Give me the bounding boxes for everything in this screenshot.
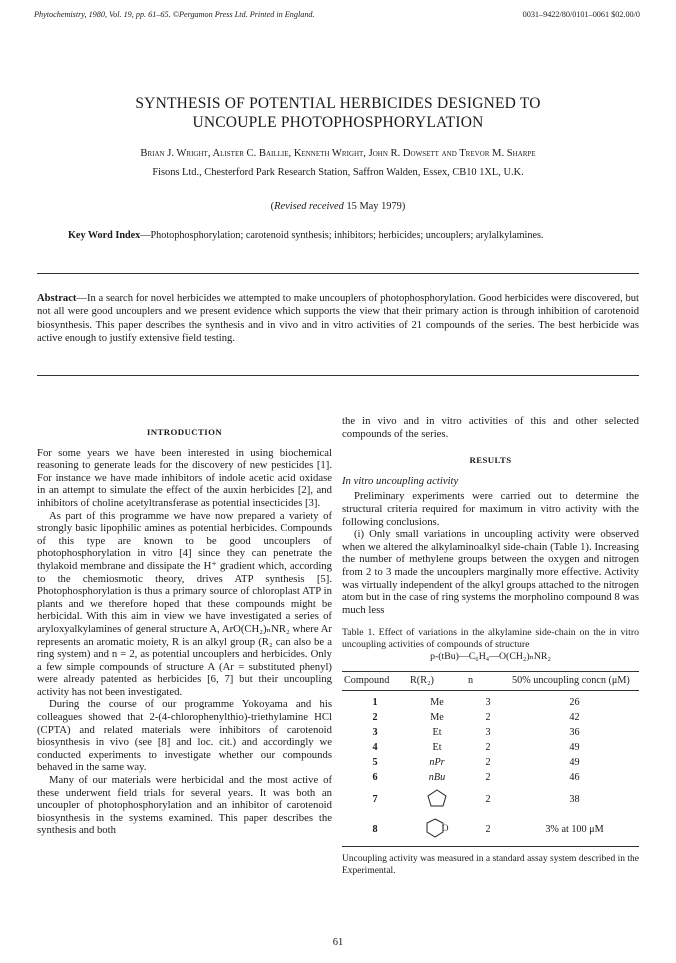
cell-r: nBu bbox=[428, 771, 446, 783]
intro-paragraph-1: For some years we have been interested in using biochemical reasoning to generate leads for the discovery of new pesticides [1]. For instance we have made inhibitors of indole acetic acid oxidase in an attempt to simulate the effect of the auxin herbicides [2], and inhibitors of choline acetyltransferase as potential insecticides [3]. bbox=[37, 446, 332, 509]
cell-compound: 7 bbox=[372, 794, 378, 806]
ring-oxygen-label: O bbox=[442, 823, 449, 834]
page-number: 61 bbox=[332, 937, 344, 948]
table-row bbox=[342, 785, 639, 815]
col-header-r: R(R₂) bbox=[410, 675, 434, 687]
col-header-n: n bbox=[468, 675, 474, 687]
divider-top bbox=[37, 273, 639, 274]
cell-n: 2 bbox=[485, 794, 491, 806]
table-caption-text: Table 1. Effect of variations in the alkylamine side-chain on the in vitro uncoupling activities of compounds of structure bbox=[342, 627, 639, 651]
cell-n: 2 bbox=[485, 771, 491, 783]
cell-compound: 5 bbox=[372, 756, 378, 768]
abstract-label: Abstract bbox=[37, 293, 77, 304]
affiliation: Fisons Ltd., Chesterford Park Research Station, Saffron Walden, Essex, CB10 1XL, U.K. bbox=[152, 167, 524, 178]
table-body bbox=[342, 691, 639, 847]
cell-compound: 4 bbox=[372, 741, 378, 753]
journal-header bbox=[34, 10, 640, 26]
article-code: 0031–9422/80/0101–0061 $02.00/0 bbox=[522, 10, 640, 19]
cell-compound: 2 bbox=[372, 711, 378, 723]
intro-paragraph-3: During the course of our programme Yokoyama and his colleagues showed that 2-(4-chlorophenylthio)-triethylamine HCl (CPTA) and related materials were inhibitors of carotenoid biosynthesis in vivo (see [8] and loc. cit.) and accordingly we conducted experiments to investigate whether our compounds behaved in the same way. bbox=[37, 698, 332, 774]
keywords-label: Key Word Index bbox=[68, 230, 141, 241]
cell-concn: 38 bbox=[569, 794, 580, 806]
table-row bbox=[342, 725, 639, 740]
cell-r bbox=[408, 785, 466, 815]
col-header-compound: Compound bbox=[344, 675, 390, 687]
cell-r: Me bbox=[430, 711, 444, 723]
col-header-concn: 50% uncoupling concn (μM) bbox=[512, 675, 630, 687]
table-row bbox=[342, 755, 639, 770]
intro-paragraph-4: Many of our materials were herbicidal and the most active of these underwent field trials for several years. It was both an uncoupler of photophosphorylation and an inhibitor of carotenoid biosynthesis in the systems examined. This paper describes the synthesis and both bbox=[37, 774, 332, 837]
cell-compound: 8 bbox=[372, 824, 378, 836]
table-row bbox=[342, 770, 639, 785]
revision-date: (Revised received 15 May 1979) bbox=[270, 201, 406, 212]
cell-r: Et bbox=[432, 741, 442, 753]
cell-concn: 3% at 100 μM bbox=[545, 824, 604, 836]
introduction-heading: INTRODUCTION bbox=[146, 427, 223, 437]
results-subheading: In vitro uncoupling activity bbox=[342, 474, 459, 487]
revised-label: Revised received bbox=[274, 201, 344, 212]
cell-n: 2 bbox=[485, 741, 491, 753]
cell-n: 2 bbox=[485, 711, 491, 723]
cell-compound: 3 bbox=[372, 726, 378, 738]
intro-continuation: the in vivo and in vitro activities of this and other selected compounds of the series. bbox=[342, 415, 639, 440]
author-list: Brian J. Wright, Alister C. Baillie, Kenneth Wright, John R. Dowsett and Trevor M. Sharpe bbox=[140, 148, 536, 159]
paper-title bbox=[0, 94, 676, 132]
revised-date: 15 May 1979 bbox=[346, 201, 402, 212]
intro-paragraph-2: As part of this programme we have now prepared a variety of strongly basic lipophilic amines as potential herbicides. Compounds of this type are known to be good uncouplers of photophosphorylation in vitro [4] since they can penetrate the thylakoid membrane and dissipate the H⁺ gradient which, according to the chemiosmotic theory, drives ATP synthesis [5]. Photophosphorylation is thus a primary source of chloroplast ATP in plants and we therefore hoped that these compounds might be herbicidal. With this aim in view we have investigated a series of aryloxyalkylamines of general structure A, ArO(CH₂)ₙNR₂ where Ar represents an aromatic moiety, R is an alkyl group (R₂ can also be a ring system) and n = 2, as potential uncouplers and herbicides. Only a few simple compounds of structure A (Ar = substituted phenyl) were already patented as herbicides [6, 7] but their uncoupling activity has not been investigated. bbox=[37, 509, 332, 698]
cell-concn: 49 bbox=[569, 741, 580, 753]
abstract bbox=[37, 292, 639, 345]
table-row bbox=[342, 815, 639, 846]
table-footnote: Uncoupling activity was measured in a standard assay system described in the Experimental. bbox=[342, 853, 639, 876]
cell-concn: 46 bbox=[569, 771, 580, 783]
divider-bottom bbox=[37, 375, 639, 376]
results-paragraph-2: (i) Only small variations in uncoupling activity were observed when we altered the alkylaminoalkyl side-chain (Table 1). Increasing the number of methylene groups between the oxygen and nitrogen from 2 to 3 made the uncouplers marginally more effective. Activity was virtually independent of the alkyl groups attached to the nitrogen atom but in the case of ring systems the morpholino compound 8 was much less bbox=[342, 528, 639, 616]
uncoupling-table bbox=[342, 671, 639, 847]
cell-compound: 1 bbox=[372, 696, 378, 708]
cell-r: nPr bbox=[429, 756, 445, 768]
cell-concn: 36 bbox=[569, 726, 580, 738]
abstract-text: —In a search for novel herbicides we attempted to make uncouplers of photophosphorylation. Good herbicides were discovered, but not all were good uncouplers and we present evidence which supports the view that their primary action is through inhibition of carotenoid biosynthesis. This paper describes the synthesis and in vivo and in vitro activities of 21 compounds of the series. The best herbicide was active enough to justify extensive field testing. bbox=[37, 293, 639, 344]
table-formula: p-(tBu)—C₆H₄—O(CH₂)ₙNR₂ bbox=[430, 651, 551, 663]
table-row bbox=[342, 740, 639, 755]
table-row bbox=[342, 710, 639, 725]
right-column bbox=[342, 415, 639, 877]
pyrrolidine-ring-icon bbox=[425, 787, 449, 809]
title-line-2: UNCOUPLE PHOTOPHOSPHORYLATION bbox=[192, 114, 484, 131]
cell-r: Me bbox=[430, 696, 444, 708]
journal-citation: Phytochemistry, 1980, Vol. 19, pp. 61–65. ©Pergamon Press Ltd. Printed in England. bbox=[34, 10, 315, 19]
keyword-index bbox=[68, 229, 628, 242]
cell-compound: 6 bbox=[372, 771, 378, 783]
cell-n: 2 bbox=[485, 756, 491, 768]
table-caption bbox=[342, 627, 639, 663]
cell-n: 3 bbox=[485, 696, 491, 708]
keywords-text: —Photophosphorylation; carotenoid synthesis; inhibitors; herbicides; uncouplers; arylalkylamines. bbox=[140, 230, 544, 241]
cell-r: Et bbox=[432, 726, 442, 738]
title-line-1: SYNTHESIS OF POTENTIAL HERBICIDES DESIGNED TO bbox=[135, 95, 541, 112]
cell-concn: 49 bbox=[569, 756, 580, 768]
cell-r bbox=[408, 815, 466, 846]
table-row bbox=[342, 695, 639, 710]
left-column bbox=[37, 426, 332, 837]
results-paragraph-1: Preliminary experiments were carried out to determine the structural criteria required for maximum in vitro activity with the following conclusions. bbox=[342, 490, 639, 528]
results-heading: RESULTS bbox=[469, 455, 512, 466]
cell-concn: 26 bbox=[569, 696, 580, 708]
cell-concn: 42 bbox=[569, 711, 580, 723]
cell-n: 2 bbox=[485, 824, 491, 836]
cell-n: 3 bbox=[485, 726, 491, 738]
morpholine-ring-icon bbox=[422, 816, 452, 840]
